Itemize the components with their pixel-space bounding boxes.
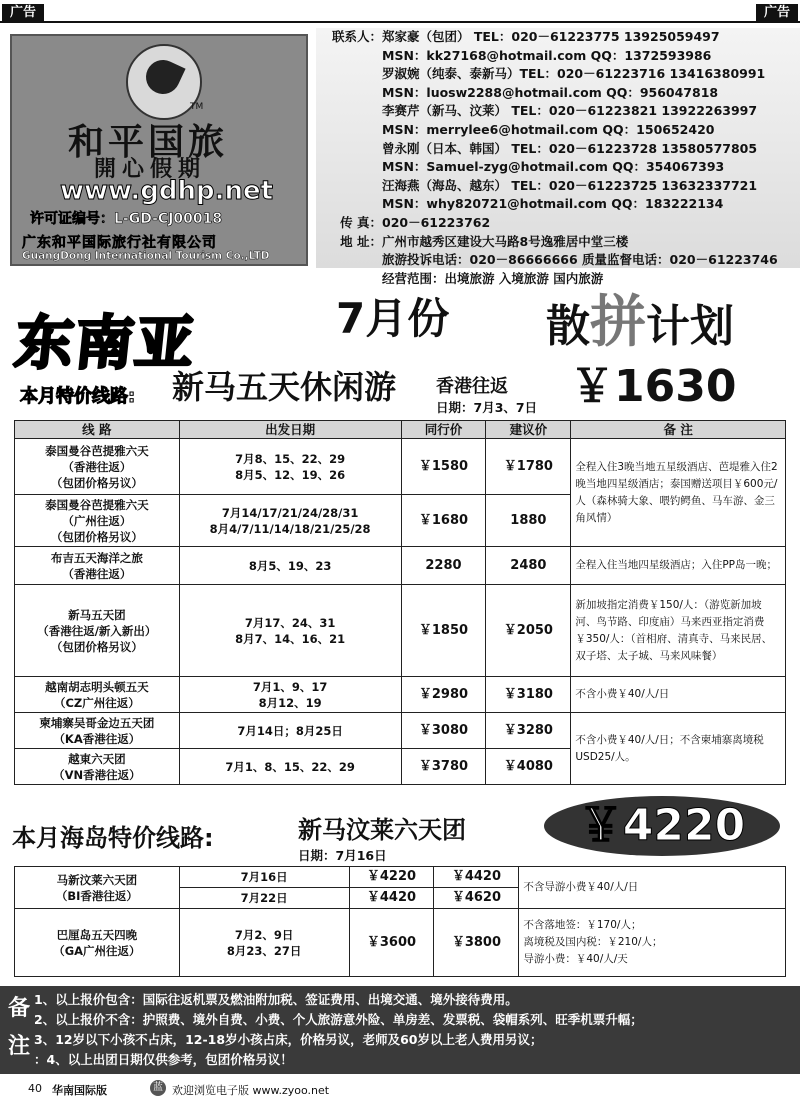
- contact-text: MSN：why820721@hotmail.com QQ：183222134: [382, 196, 724, 212]
- company-name: 广东和平国际旅行社有限公司: [22, 235, 217, 251]
- dates-cell: 7月14日；8月25日: [179, 713, 401, 749]
- special-departure: 香港往返: [436, 376, 508, 397]
- dates-cell: 7月1、8、15、22、29: [179, 749, 401, 785]
- note-cell: 不含落地签：￥170/人； 离境税及国内税：￥210/人； 导游小费：￥40/人/天: [519, 909, 786, 977]
- company-name-en: GuangDong International Tourism Co.,LTD: [22, 250, 270, 262]
- retail-price-cell: ￥1780: [486, 439, 571, 495]
- island-price: ￥4220: [544, 796, 780, 856]
- headline-plan: [546, 278, 734, 358]
- peer-price-cell: ￥1850: [401, 585, 486, 677]
- table-row: [15, 585, 786, 677]
- special-label: 本月特价线路:: [20, 386, 136, 407]
- contact-row: [316, 158, 800, 177]
- peer-price-cell: ￥4420: [349, 888, 434, 909]
- peer-price-cell: 2280: [401, 547, 486, 585]
- remark-line: 1、以上报价包含：国际往返机票及燃油附加税、签证费用、出境交通、境外接待费用。: [34, 992, 518, 1007]
- peer-price-cell: ￥1580: [401, 439, 486, 495]
- route-cell: 泰国曼谷芭提雅六天 （广州往返） （包团价格另议）: [15, 495, 180, 547]
- dates-cell: 7月2、9日 8月23、27日: [179, 909, 349, 977]
- table-row: [15, 439, 786, 495]
- headline-plan-a: 散: [546, 301, 590, 352]
- col-route: 线 路: [15, 421, 180, 439]
- special-price: ￥1630: [570, 361, 737, 412]
- contact-text: MSN：Samuel-zyg@hotmail.com QQ：354067393: [382, 159, 725, 175]
- edition-badge-icon: 蓝: [150, 1080, 166, 1096]
- dates-cell: 7月14/17/21/24/28/31 8月4/7/11/14/18/21/25/28: [179, 495, 401, 547]
- contact-text: 曾永刚（日本、韩国） TEL：020－61223728 13580577805: [382, 140, 758, 156]
- dates-cell: 7月16日: [179, 867, 349, 888]
- table-row: [15, 677, 786, 713]
- retail-price-cell: ￥3180: [486, 677, 571, 713]
- route-cell: 马新汶莱六天团 （BI香港往返）: [15, 867, 180, 909]
- retail-price-cell: ￥4620: [434, 888, 519, 909]
- dates-cell: 8月5、19、23: [179, 547, 401, 585]
- note-cell: 新加坡指定消费￥150/人：（游览新加坡河、鸟节路、印度庙）马来西亚指定消费￥350/人：（首相府、清真寺、马来民居、双子塔、太子城、马来风味餐）: [571, 585, 786, 677]
- table-row: [15, 547, 786, 585]
- contact-text: 罗淑婉（纯泰、泰新马）TEL：020－61223716 13416380991: [382, 66, 766, 82]
- trademark-mark: TM: [190, 102, 204, 112]
- special-route: 新马五天休闲游: [172, 368, 397, 406]
- contact-text: 汪海燕（海岛、越东） TEL：020－61223725 13632337721: [382, 177, 758, 193]
- table-row: [15, 713, 786, 749]
- contact-text: 李赛芹（新马、汶莱） TEL：020－61223821 13922263997: [382, 103, 758, 119]
- dates-cell: 7月17、24、31 8月7、14、16、21: [179, 585, 401, 677]
- table-row: [15, 909, 786, 977]
- contact-row: [316, 214, 800, 233]
- note-cell: 不含小费￥40/人/日；不含柬埔寨离境税USD25/人。: [571, 713, 786, 785]
- contact-text: MSN：kk27168@hotmail.com QQ：1372593986: [382, 47, 712, 63]
- note-cell: 不含导游小费￥40/人/日: [519, 867, 786, 909]
- headline-region: 东南亚: [11, 309, 200, 377]
- brand-slogan: 開心假期: [94, 156, 207, 182]
- contact-text: 广州市越秀区建设大马路8号逸雅居中堂三楼: [382, 233, 629, 249]
- remark-line: 2、以上报价不含：护照费、境外自费、小费、个人旅游意外险、单房差、发票税、袋帽系列、旺季机票升幅；: [34, 1012, 643, 1027]
- contact-row: [316, 47, 800, 66]
- contact-label: 地 址：: [340, 233, 382, 249]
- remarks-box: [0, 986, 800, 1074]
- contact-list: [316, 28, 800, 286]
- retail-price-cell: ￥4080: [486, 749, 571, 785]
- contact-text: 020－61223762: [382, 214, 491, 230]
- retail-price-cell: ￥3800: [434, 909, 519, 977]
- company-logo-panel: [10, 34, 308, 266]
- note-cell: 全程入住3晚当地五星级酒店、芭堤雅入住2晚当地四星级酒店；泰国赠送项目￥600元/人（森林骑大象、喂钓鳄鱼、马车游、金三角风情）: [571, 439, 786, 547]
- contact-label: 传 真：: [340, 214, 382, 230]
- route-price-table: [14, 420, 786, 785]
- route-cell: 新马五天团 （香港往返/新入新出） （包团价格另议）: [15, 585, 180, 677]
- retail-price-cell: 2480: [486, 547, 571, 585]
- brand-name: 和平国旅: [68, 121, 229, 163]
- retail-price-cell: ￥2050: [486, 585, 571, 677]
- ad-tag-left: 广告: [2, 4, 44, 22]
- peer-price-cell: ￥3080: [401, 713, 486, 749]
- island-date: 日期：7月16日: [298, 848, 387, 863]
- peer-price-cell: ￥3780: [401, 749, 486, 785]
- island-label: 本月海岛特价线路:: [12, 824, 214, 852]
- col-peer-price: 同行价: [401, 421, 486, 439]
- headline-plan-b: 拼: [590, 289, 646, 355]
- note-cell: 全程入住当地四星级酒店；入住PP岛一晚；: [571, 547, 786, 585]
- contact-row: [316, 233, 800, 252]
- island-price-table: [14, 866, 786, 977]
- contact-row: [316, 121, 800, 140]
- website-url: www.gdhp.net: [60, 176, 274, 206]
- retail-price-cell: ￥3280: [486, 713, 571, 749]
- retail-price-cell: 1880: [486, 495, 571, 547]
- contact-text: 旅游投诉电话：020－86666666 质量监督电话：020－61223746: [382, 252, 778, 268]
- contact-row: [316, 102, 800, 121]
- contact-text: 郑家豪（包团） TEL：020－61223775 13925059497: [382, 29, 720, 44]
- top-divider: [0, 21, 800, 23]
- special-date: 日期：7月3、7日: [436, 400, 538, 415]
- remark-line: ：4、以上出团日期仅供参考，包团价格另议！: [34, 1052, 293, 1067]
- contact-row: [316, 177, 800, 196]
- dates-cell: 7月22日: [179, 888, 349, 909]
- contact-row: [316, 195, 800, 214]
- footer-website: 欢迎浏览电子版 www.zyoo.net: [172, 1084, 330, 1097]
- contact-row: [316, 140, 800, 159]
- contact-label: 联系人：: [331, 29, 382, 44]
- headline-month: 7月份: [336, 294, 450, 343]
- peer-price-cell: ￥1680: [401, 495, 486, 547]
- footer: [0, 1080, 800, 1100]
- contact-row: [316, 65, 800, 84]
- retail-price-cell: ￥4420: [434, 867, 519, 888]
- ad-tag-right: 广告: [756, 4, 798, 22]
- route-cell: 巴厘岛五天四晚 （GA广州往返）: [15, 909, 180, 977]
- peer-price-cell: ￥2980: [401, 677, 486, 713]
- route-cell: 越東六天团 （VN香港往返）: [15, 749, 180, 785]
- remark-line: 3、12岁以下小孩不占床，12-18岁小孩占床，价格另议，老师及60岁以上老人费用另议；: [34, 1032, 543, 1047]
- col-notes: 备 注: [571, 421, 786, 439]
- contact-row: [316, 28, 800, 47]
- route-cell: 泰国曼谷芭提雅六天 （香港往返） （包团价格另议）: [15, 439, 180, 495]
- remarks-tag: 备注: [7, 996, 30, 1059]
- col-dates: 出发日期: [179, 421, 401, 439]
- route-cell: 越南胡志明头顿五天 （CZ广州往返）: [15, 677, 180, 713]
- page-number: 40: [28, 1082, 42, 1095]
- footer-edition: 华南国际版: [52, 1084, 107, 1097]
- license-number: 许可证编号：L-GD-CJ00018: [30, 211, 223, 227]
- dates-cell: 7月8、15、22、29 8月5、12、19、26: [179, 439, 401, 495]
- peer-price-cell: ￥4220: [349, 867, 434, 888]
- contact-row: [316, 84, 800, 103]
- route-cell: 布吉五天海洋之旅 （香港往返）: [15, 547, 180, 585]
- contact-text: MSN：luosw2288@hotmail.com QQ：956047818: [382, 84, 719, 100]
- note-cell: 不含小费￥40/人/日: [571, 677, 786, 713]
- headline-plan-c: 计划: [646, 301, 734, 352]
- route-cell: 柬埔寨吴哥金边五天团 （KA香港往返）: [15, 713, 180, 749]
- contact-text: 经营范围：出境旅游 入境旅游 国内旅游: [382, 270, 604, 286]
- col-retail-price: 建议价: [486, 421, 571, 439]
- island-route: 新马汶莱六天团: [298, 816, 466, 844]
- dates-cell: 7月1、9、17 8月12、19: [179, 677, 401, 713]
- contact-text: MSN：merrylee6@hotmail.com QQ：150652420: [382, 121, 715, 137]
- contact-row: [316, 251, 800, 270]
- table-row: [15, 867, 786, 888]
- peer-price-cell: ￥3600: [349, 909, 434, 977]
